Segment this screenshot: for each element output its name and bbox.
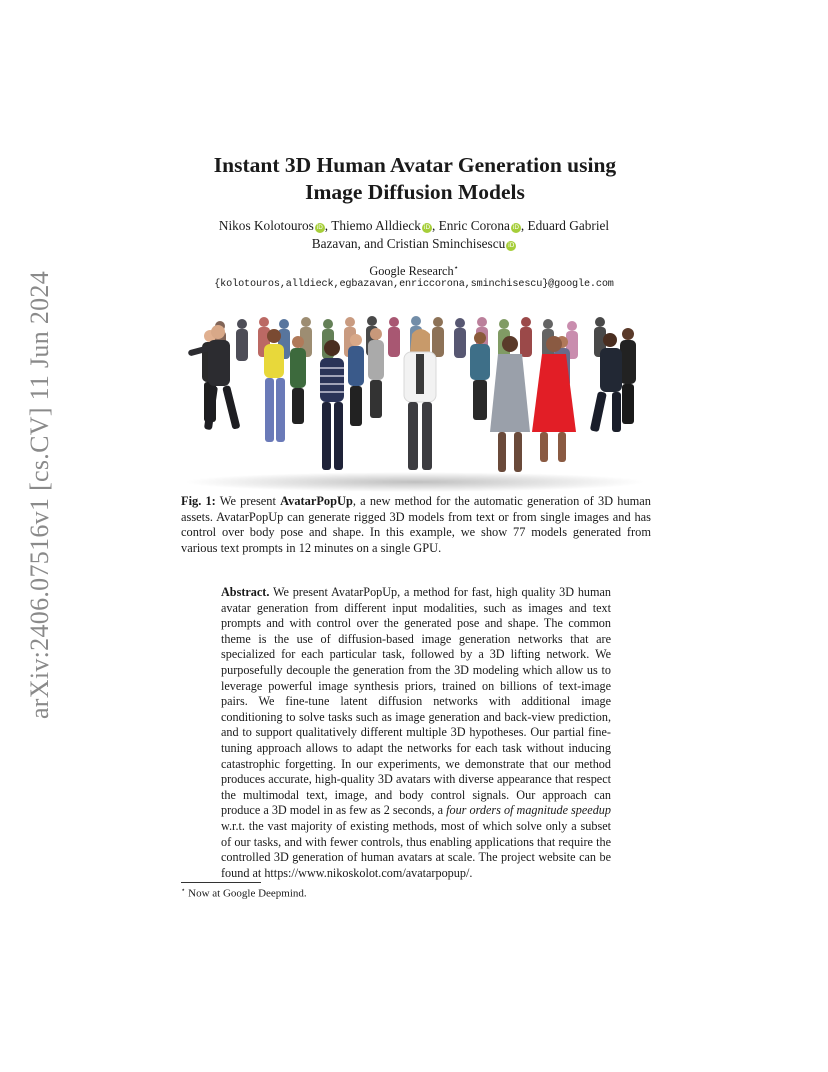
footnote-text: Now at Google Deepmind. xyxy=(185,887,307,900)
abstract xyxy=(221,585,611,881)
orcid-icon[interactable]: iD xyxy=(423,224,431,231)
orcid-icon[interactable]: iD xyxy=(512,224,520,231)
avatar-striped-shirt xyxy=(320,340,344,470)
affiliation xyxy=(170,263,658,279)
arxiv-stamp xyxy=(18,270,62,720)
footnote xyxy=(181,886,307,900)
title-line-2: Image Diffusion Models xyxy=(305,180,525,204)
title-line-1: Instant 3D Human Avatar Generation using xyxy=(213,153,617,177)
avatar-crowd-illustration xyxy=(180,312,650,492)
avatar-white-blazer xyxy=(404,329,436,470)
author-list xyxy=(170,217,658,253)
abstract-text-1: We present AvatarPopUp, a method for fast, high quality 3D human avatar generation from different input modalities, such as images and text prompts and with control over the generated pose and shape. The common theme is the use of diffusion-based image generation networks that are specialized for each particular task, followed by a 3D lifting network. We purposefully decouple the generation from the 3D modeling which allow us to leverage powerful image synthesis priors, trained on billions of text-image pairs. We fine-tune latent diffusion networks with additional image conditioning to solve tasks such as image generation and back-view prediction, and to support qualitatively different multiple 3D hypotheses. Our partial fine-tuning approach allows to adapt the networks for each task without inducing catastrophic forgetting. In our experiments, we demonstrate that our method produces accurate, high-quality 3D avatars with diverse appearance that respect the multimodal text, image, and body control signals. Our approach can produce a 3D model in as few as 2 seconds, a xyxy=(221,585,611,818)
author-bazavan: , Eduard Gabriel xyxy=(520,218,610,233)
author-corona: , Enric Corona xyxy=(431,218,510,233)
figure-caption xyxy=(181,494,651,556)
orcid-icon[interactable]: iD xyxy=(508,242,515,249)
paper-title xyxy=(140,152,690,206)
abstract-label: Abstract. xyxy=(221,585,270,599)
caption-pre: We present xyxy=(215,494,281,508)
affiliation-name: Google Research xyxy=(369,264,454,279)
author-sminchisescu: Bazavan, and Cristian Sminchisescu xyxy=(311,236,506,251)
method-name: AvatarPopUp xyxy=(280,494,353,508)
avatar-yellow-top xyxy=(264,329,285,442)
caption-body: , a new method for the automatic generation of 3D human assets. AvatarPopUp can generate rigged 3D models from text or from single images and has control over body pose and shape. In this example, we show 77 models generated from various text prompts in 12 minutes on a single GPU. xyxy=(181,494,651,555)
affiliation-footnote-mark: ⋆ xyxy=(453,263,459,272)
orcid-icon[interactable]: iD xyxy=(316,224,323,231)
author-kolotouros: Nikos Kolotouros xyxy=(218,218,314,233)
footnote-rule xyxy=(181,882,261,883)
abstract-text-2: w.r.t. the vast majority of existing methods, most of which solve only a subset of our tasks, and with fewer controls, thus enabling applications that require the controlled 3D generation of human avatars at scale. The project website can be found at https://www.nikoskolot.com/avatarpopup/. xyxy=(221,818,611,880)
figure-label: Fig. 1: xyxy=(181,494,216,508)
footnote-mark: ⋆ xyxy=(181,886,186,894)
arxiv-stamp-text: arXiv:2406.07516v1 [cs.CV] 11 Jun 2024 xyxy=(25,270,54,720)
author-alldieck: , Thiemo Alldieck xyxy=(324,218,421,233)
figure-avatar-crowd xyxy=(180,312,650,492)
author-emails: {kolotouros,alldieck,egbazavan,enriccorona,sminchisescu}@google.com xyxy=(214,279,614,290)
avatar-suit-man xyxy=(188,325,241,430)
abstract-emphasis: four orders of magnitude speedup xyxy=(446,803,611,818)
